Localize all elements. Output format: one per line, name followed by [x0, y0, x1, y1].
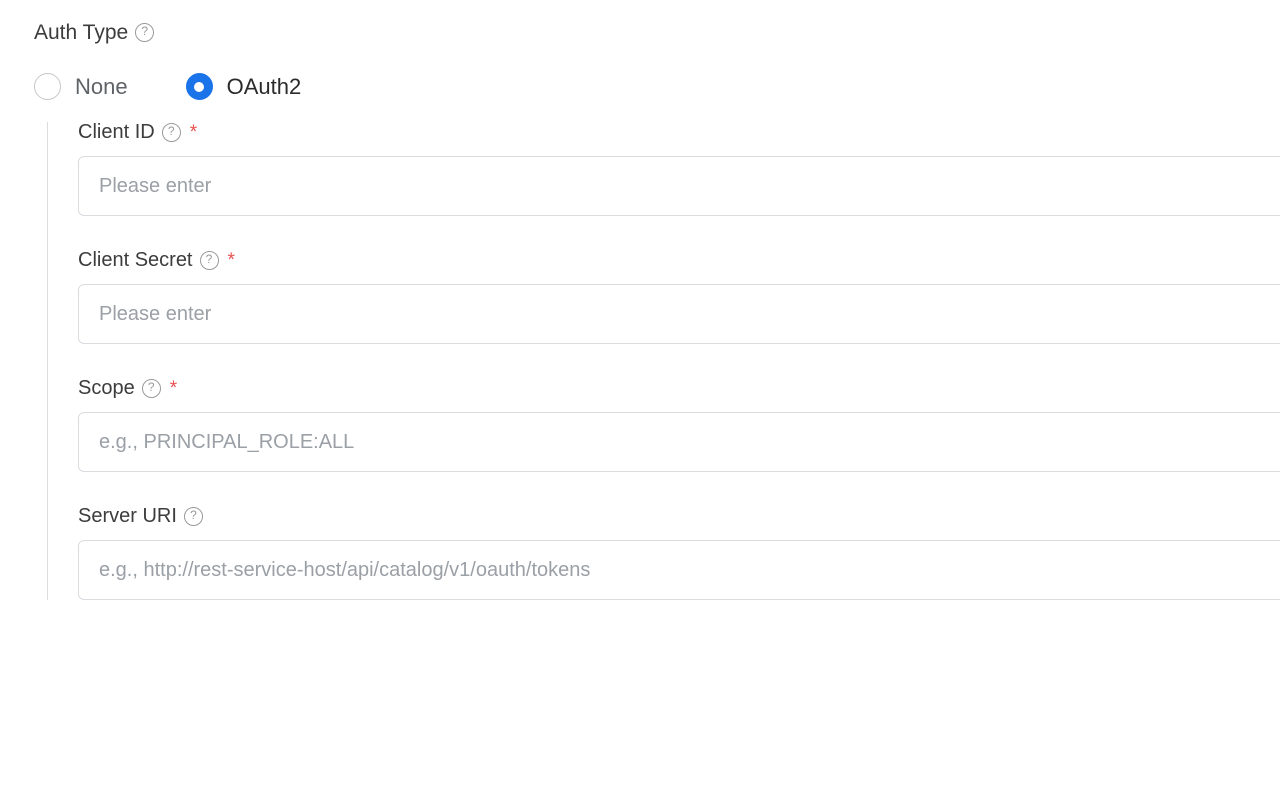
client-id-label: Client ID	[78, 121, 155, 143]
required-asterisk: *	[189, 121, 198, 143]
required-asterisk: *	[169, 377, 178, 399]
radio-circle-none[interactable]	[34, 73, 61, 100]
server-uri-label: Server URI	[78, 505, 177, 527]
radio-option-oauth2[interactable]	[186, 73, 302, 100]
auth-type-radio-group	[34, 73, 1280, 100]
auth-type-label: Auth Type	[34, 21, 129, 44]
field-server-uri	[78, 506, 1280, 600]
radio-option-none[interactable]	[34, 73, 128, 100]
help-circle-icon[interactable]: ?	[162, 123, 181, 142]
help-circle-icon[interactable]: ?	[142, 379, 161, 398]
client-id-input[interactable]	[78, 156, 1280, 216]
client-id-label-row	[78, 122, 1280, 142]
radio-circle-oauth2[interactable]	[186, 73, 213, 100]
scope-label-row	[78, 378, 1280, 398]
auth-type-label-row	[34, 22, 1280, 43]
help-circle-icon[interactable]: ?	[200, 251, 219, 270]
client-secret-input[interactable]	[78, 284, 1280, 344]
field-client-secret	[78, 250, 1280, 344]
field-scope	[78, 378, 1280, 472]
client-secret-label-row	[78, 250, 1280, 270]
help-circle-icon[interactable]: ?	[184, 507, 203, 526]
field-client-id	[78, 122, 1280, 216]
server-uri-label-row	[78, 506, 1280, 526]
scope-label: Scope	[78, 377, 135, 399]
scope-input[interactable]	[78, 412, 1280, 472]
oauth2-fields-panel	[47, 122, 1280, 600]
radio-label-oauth2: OAuth2	[226, 73, 302, 99]
client-secret-label: Client Secret	[78, 249, 193, 271]
help-circle-icon[interactable]: ?	[135, 23, 154, 42]
radio-label-none: None	[75, 73, 128, 99]
server-uri-input[interactable]	[78, 540, 1280, 600]
required-asterisk: *	[227, 249, 235, 271]
